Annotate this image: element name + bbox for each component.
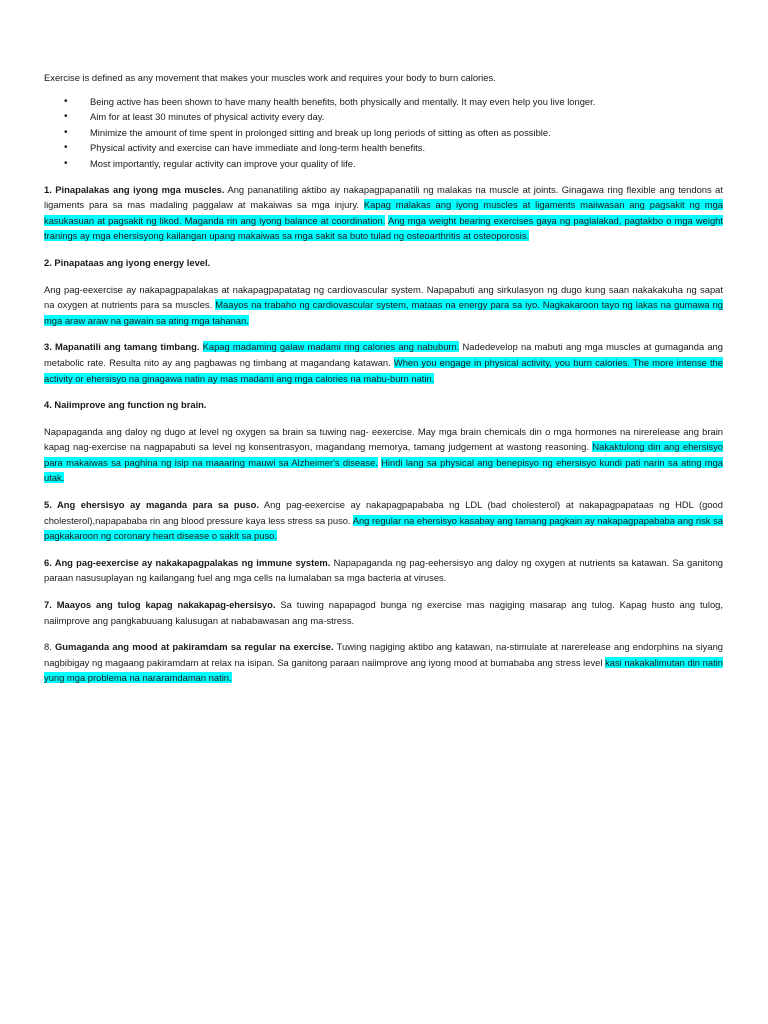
highlighted-text: Hindi lang sa physical ang benepisyo ng ehersisyo kundi pati narin sa ating mga utak. [44,456,723,484]
section-3-paragraph [44,339,723,386]
bullet-marker: • [64,95,68,107]
section-7-text: Sa tuwing napapagod bunga ng exercise mas nagiging masarap ang tulog. Kapag husto ang tulog, naiimprove ang pangkabuuang kalusugan at nababawasan ang ma-stress. [44,599,723,626]
bullet-marker: • [64,142,68,154]
section-5-paragraph [44,497,723,544]
highlighted-text: kasi nakakalimutan din natin yung mga problema na nararamdaman natin. [44,656,723,684]
section-1-heading: 1. Pinapalakas ang iyong mga muscles. [44,183,225,195]
section-6-text: Napapaganda ng pag-eehersisyo ang daloy ng oxygen at nutrients sa katawan. Sa ganitong paraan nasusuplayan ng kailangang fuel ang mga cells na lumalaban sa mga bacteria at viruses. [44,556,723,584]
section-8-text: Tuwing nagiging aktibo ang katawan, na-stimulate at narerelease ang endorphins na siyang nagbibigay ng magaang pakiramdam at relax na isipan. Sa ganitong paraan naiimprove ang iyong mood at bumababa ang stress level [44,641,723,668]
bullet-item [44,109,723,125]
section-5-text: Ang pag-eexercise ay nakapagpapababa ng LDL (bad cholesterol) at nakapagpapataas ng HDL (good cholesterol),napapababa rin ang blood pressure kaya less stress sa puso. [44,499,723,526]
highlighted-text: Nakaktulong din ang ehersisyo para makaiwas sa paghina ng isip na maaaring mauwi sa Alzheimer's disease. [44,441,723,468]
bullet-item [44,140,723,156]
bullet-item [44,125,723,141]
section-3-heading: 3. Mapanatili ang tamang timbang. [44,341,200,353]
bullet-marker: • [64,111,68,123]
section-7-paragraph [44,597,723,628]
bullet-text: Physical activity and exercise can have immediate and long-term health benefits. [90,142,426,154]
section-5-heading: 5. Ang ehersisyo ay maganda para sa puso. [44,499,259,511]
section-7-heading: 7. Maayos ang tulog kapag nakakapag-ehersisyo. [44,599,276,611]
section-4-heading: 4. Naiimprove ang function ng brain. [44,399,207,411]
section-8-paragraph [44,639,723,686]
intro-paragraph: Exercise is defined as any movement that makes your muscles work and requires your body to burn calories. [44,72,496,83]
bullet-text: Minimize the amount of time spent in prolonged sitting and break up long periods of sitting as often as possible. [90,126,551,138]
bullet-text: Being active has been shown to have many health benefits, both physically and mentally. It may even help you live longer. [90,95,596,107]
highlighted-text: Ang mga weight bearing exercises gaya ng paglalakad, pagtakbo o mga weight tranings ay mga ehersisyong kailangan upang makaiwas sa mga sakit sa buto tulad ng osteoarthritis at osteoporosis. [44,214,723,242]
highlighted-text: Maayos na trabaho ng cardiovascular system, mataas na energy para sa iyo. Nagkakaroon tayo ng lakas na gumawa ng mga araw araw na gawain sa ating mga tahanan. [44,299,723,326]
bullet-item [44,94,723,110]
section-8-heading: Gumaganda ang mood at pakiramdam sa regular na exercise. [55,641,334,653]
bullet-text: Most importantly, regular activity can improve your quality of life. [90,157,356,169]
section-6-paragraph [44,555,723,586]
section-2-heading: 2. Pinapataas ang iyong energy level. [44,256,211,268]
section-1-paragraph [44,182,723,244]
highlighted-text: Ang regular na ehersisyo kasabay ang tamang pagkain ay nakapagpapababa ang risk sa pagkakaroon ng coronary heart disease o sakit sa puso. [44,514,723,542]
bullet-text: Aim for at least 30 minutes of physical activity every day. [90,111,325,123]
section-2-paragraph [44,282,723,329]
highlighted-text: Kapag madaming galaw madami ring calories ang nabuburn. [202,341,460,353]
section-8-number: 8. [44,641,55,653]
highlighted-text: Kapag malakas ang iyong muscles at ligaments maiiwasan ang pagsakit ng mga kasukasuan at pagsakit ng likod. Maganda rin ang iyong balance at coordination. [44,199,723,226]
section-6-heading: 6. Ang pag-eexercise ay nakakapagpalakas ng immune system. [44,556,331,568]
document-body [44,70,723,697]
section-4-text: Napapaganda ang daloy ng dugo at level ng oxygen sa brain sa tuwing nag- eexercise. May mga brain chemicals din o mga hormones na nirerelease ang brain kapag nag-exercise na nagpapabuti sa level ng konsentrasyon, magandang memorya, tamang judgement at wastong reasoning. [44,425,723,453]
section-3-text: Nadedevelop na mabuti ang mga muscles at gumaganda ang metabolic rate. Resulta nito ay ang pagbawas ng timbang at magandang katawan. [44,341,723,368]
bullet-marker: • [64,126,68,138]
bullet-item [44,156,723,172]
section-2-text: Ang pag-eexercise ay nakapagpapalakas at nakapagpapatatag ng cardiovascular system. Napapabuti ang sirkulasyon ng dugo kung saan nakakakuha ng sapat na oxygen at nutrients para sa muscles. [44,283,723,311]
highlighted-text: When you engage in physical activity, you burn calories. The more intense the activity or ehersisyo na ginagawa natin ay mas madami ang mga calories na mabu-burn natin. [44,356,723,384]
section-1-text: Ang pananatiling aktibo ay nakapagpapanatili ng malakas na muscle at joints. Ginagawa ring flexible ang tendons at ligaments para sa mas madaling paggalaw at makaiwas sa mga injury. [44,183,723,211]
section-4-paragraph [44,424,723,486]
bullet-marker: • [64,157,68,169]
bullet-list [44,94,723,172]
